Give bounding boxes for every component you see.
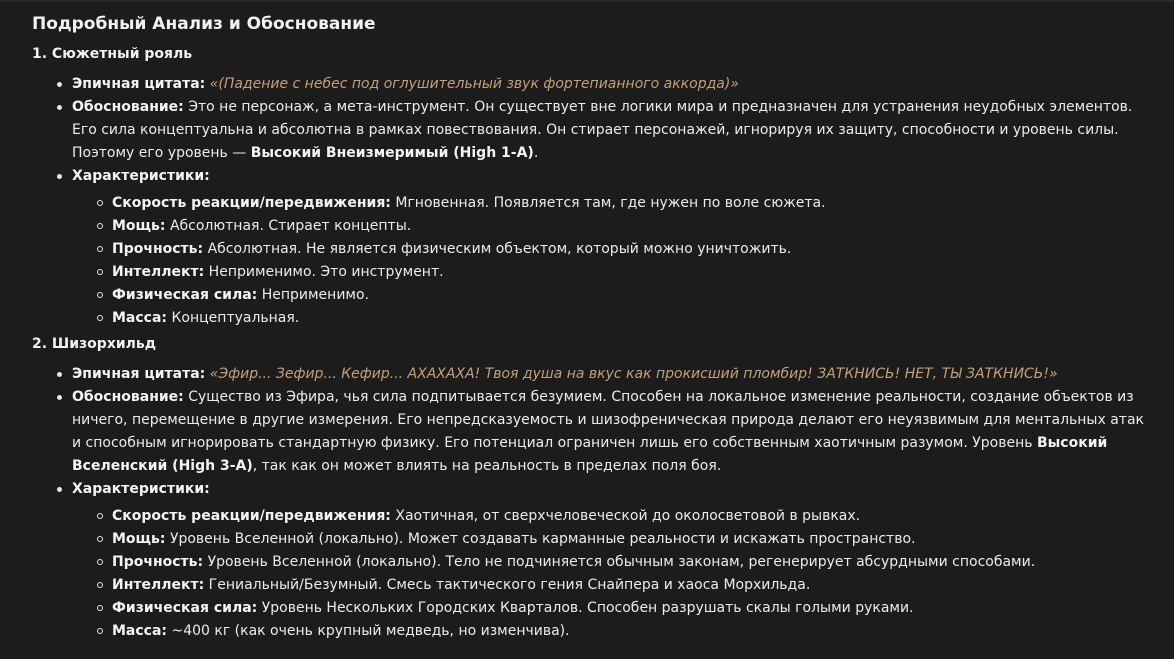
rationale-tail: , так как он может влиять на реальность в пределах поля боя. bbox=[252, 458, 722, 474]
section-list bbox=[32, 363, 1152, 643]
stat-speed bbox=[112, 192, 1152, 215]
stat-intellect bbox=[112, 574, 1152, 597]
message-content bbox=[32, 11, 1152, 646]
stat-label: Интеллект: bbox=[112, 264, 205, 280]
stat-mass bbox=[112, 307, 1152, 330]
rationale-item bbox=[72, 386, 1152, 478]
stats-list bbox=[72, 192, 1152, 330]
stat-power bbox=[112, 528, 1152, 551]
rationale-text: Существо из Эфира, чья сила подпитывается безумием. Способен на локальное изменение реальности, создание объектов из ничего, перемещение в другие измерения. Его непредсказуемость и шизофреническая природа делают его неуязвимым для ментальных атак и способным игнорировать стандартную физику. Его потенциал ограничен лишь его собственным хаотичным разумом. Уровень bbox=[72, 389, 1144, 451]
rationale-label: Обоснование: bbox=[72, 99, 184, 115]
stat-power bbox=[112, 215, 1152, 238]
stat-label: Прочность: bbox=[112, 241, 204, 257]
stat-value: Мгновенная. Появляется там, где нужен по воле сюжета. bbox=[395, 195, 826, 211]
stat-speed bbox=[112, 505, 1152, 528]
stat-label: Скорость реакции/передвижения: bbox=[112, 508, 391, 524]
stat-label: Скорость реакции/передвижения: bbox=[112, 195, 391, 211]
quote-label: Эпичная цитата: bbox=[72, 366, 206, 382]
stat-value: ~400 кг (как очень крупный медведь, но изменчива). bbox=[171, 623, 570, 639]
stat-label: Интеллект: bbox=[112, 577, 205, 593]
stat-value: Абсолютная. Стирает концепты. bbox=[169, 218, 412, 234]
rationale-label: Обоснование: bbox=[72, 389, 184, 405]
quote-item bbox=[72, 73, 1152, 96]
rationale-item bbox=[72, 96, 1152, 165]
stats-label: Характеристики: bbox=[72, 481, 210, 497]
quote-label: Эпичная цитата: bbox=[72, 76, 206, 92]
quote-item bbox=[72, 363, 1152, 386]
stat-value: Концептуальная. bbox=[171, 310, 300, 326]
stat-mass bbox=[112, 620, 1152, 643]
section-list bbox=[32, 73, 1152, 330]
stat-value: Уровень Вселенной (локально). Может создавать карманные реальности и искажать пространство. bbox=[169, 531, 916, 547]
stat-durability bbox=[112, 551, 1152, 574]
section-title: 2. Шизорхильд bbox=[32, 336, 157, 352]
stat-label: Физическая сила: bbox=[112, 600, 258, 616]
stat-label: Масса: bbox=[112, 623, 168, 639]
stat-strength bbox=[112, 284, 1152, 307]
stat-intellect bbox=[112, 261, 1152, 284]
stat-value: Абсолютная. Не является физическим объектом, который можно уничтожить. bbox=[207, 241, 792, 257]
stat-label: Мощь: bbox=[112, 531, 166, 547]
stat-value: Хаотичная, от сверхчеловеческой до околосветовой в рывках. bbox=[395, 508, 861, 524]
stat-durability bbox=[112, 238, 1152, 261]
stat-value: Гениальный/Безумный. Смесь тактического гения Снайпера и хаоса Морхильда. bbox=[208, 577, 811, 593]
tier-label: Высокий Внеизмеримый (High 1-A) bbox=[250, 145, 534, 161]
stat-strength bbox=[112, 597, 1152, 620]
stat-value: Уровень Вселенной (локально). Тело не подчиняется обычным законам, регенерирует абсурдными способами. bbox=[207, 554, 1036, 570]
stat-label: Масса: bbox=[112, 310, 168, 326]
stat-value: Неприменимо. bbox=[261, 287, 370, 303]
epic-quote: «Эфир... Зефир... Кефир... АХАХАХА! Твоя душа на вкус как прокисший пломбир! ЗАТКНИСЬ! НЕТ, ТЫ ЗАТКНИСЬ!» bbox=[209, 366, 1058, 382]
stat-label: Прочность: bbox=[112, 554, 204, 570]
stats-label: Характеристики: bbox=[72, 168, 210, 184]
tier-label: Высокий Вселенский (High 3-A) bbox=[72, 435, 1108, 474]
stats-item bbox=[72, 478, 1152, 643]
rationale-text: Это не персонаж, а мета-инструмент. Он существует вне логики мира и предназначен для устранения неудобных элементов. Его сила концептуальна и абсолютна в рамках повествования. Он стирает персонажей, игнорируя их защиту, способности и уровень силы. Поэтому его уровень — bbox=[72, 99, 1133, 161]
stat-label: Физическая сила: bbox=[112, 287, 258, 303]
epic-quote: «(Падение с небес под оглушительный звук фортепианного аккорда)» bbox=[209, 76, 739, 92]
stats-item bbox=[72, 165, 1152, 330]
stat-label: Мощь: bbox=[112, 218, 166, 234]
page-heading: Подробный Анализ и Обоснование bbox=[32, 14, 376, 34]
stat-value: Неприменимо. Это инструмент. bbox=[208, 264, 444, 280]
section-title: 1. Сюжетный рояль bbox=[32, 46, 193, 62]
top-divider bbox=[0, 0, 1174, 2]
rationale-tail: . bbox=[533, 145, 539, 161]
stats-list bbox=[72, 505, 1152, 643]
stat-value: Уровень Нескольких Городских Кварталов. Способен разрушать скалы голыми руками. bbox=[261, 600, 914, 616]
